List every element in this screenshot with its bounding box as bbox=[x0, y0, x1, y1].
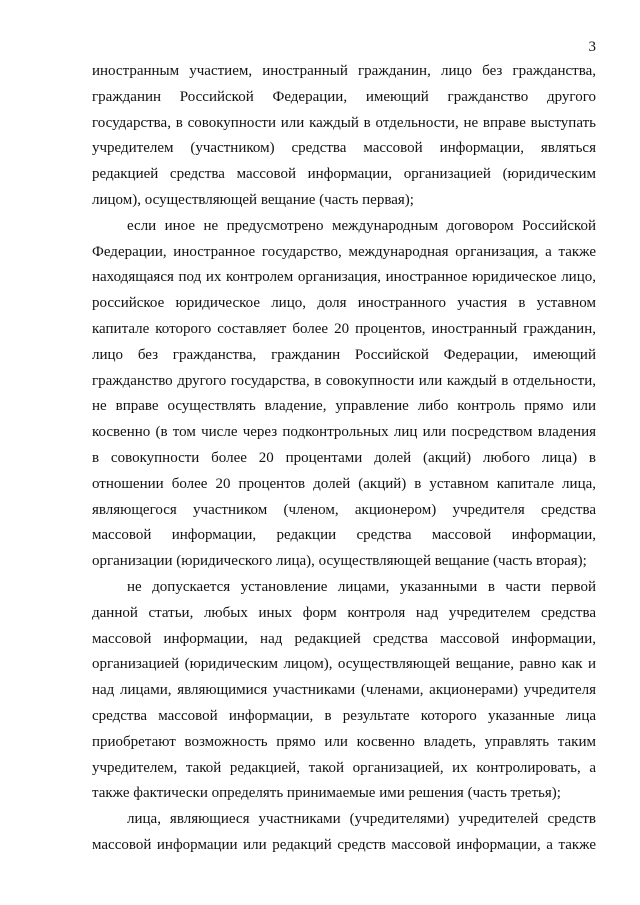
text-line: лицо без гражданства, гражданин Российской Федерации, имеющий bbox=[92, 346, 596, 363]
text-line: если иное не предусмотрено международным договором Российской bbox=[127, 217, 596, 234]
text-line: лица, являющиеся участниками (учредителями) учредителей средств bbox=[127, 811, 596, 828]
text-line: не вправе осуществлять владение, управление либо контроль прямо или bbox=[92, 398, 596, 415]
text-line: государства, в совокупности или каждый в отдельности, не вправе выступать bbox=[92, 114, 596, 131]
text-line: также фактически определять принимаемые ими решения (часть третья); bbox=[92, 785, 561, 802]
text-line: редакцией средства массовой информации, организацией (юридическим bbox=[92, 166, 596, 183]
text-line: отношении более 20 процентов долей (акций) в уставном капитале лица, bbox=[92, 475, 596, 492]
text-line: иностранным участием, иностранный гражданин, лицо без гражданства, bbox=[92, 63, 596, 79]
text-line: капитале которого составляет более 20 процентов, иностранный гражданин, bbox=[92, 320, 596, 337]
text-line: массовой информации, над редакцией средства массовой информации, bbox=[92, 630, 596, 647]
document-body bbox=[92, 59, 596, 859]
text-line: российское юридическое лицо, доля иностранного участия в уставном bbox=[92, 295, 596, 312]
paragraph bbox=[92, 575, 596, 807]
paragraph bbox=[92, 59, 596, 214]
text-line: находящаяся под их контролем организация, иностранное юридическое лицо, bbox=[92, 269, 596, 286]
text-line: Федерации, иностранное государство, международная организация, а также bbox=[92, 243, 596, 260]
paragraph bbox=[92, 214, 596, 575]
paragraph bbox=[92, 807, 596, 859]
text-line: организации (юридического лица), осуществляющей вещание (часть вторая); bbox=[92, 553, 587, 570]
text-line: массовой информации или редакций средств массовой информации, а также bbox=[92, 836, 596, 853]
text-line: массовой информации, редакции средства массовой информации, bbox=[92, 527, 596, 544]
text-line: не допускается установление лицами, указанными в части первой bbox=[127, 578, 596, 595]
text-line: в совокупности более 20 процентами долей (акций) любого лица) в bbox=[92, 449, 596, 466]
text-line: приобретают возможность прямо или косвенно владеть, управлять таким bbox=[92, 733, 596, 750]
text-line: лицом), осуществляющей вещание (часть первая); bbox=[92, 191, 414, 208]
text-line: гражданство другого государства, в совокупности или каждый в отдельности, bbox=[92, 372, 596, 389]
text-line: косвенно (в том числе через подконтрольных лиц или посредством владения bbox=[92, 424, 596, 441]
text-line: организацией (юридическим лицом), осуществляющей вещание, равно как и bbox=[92, 656, 596, 673]
text-line: являющегося участником (членом, акционером) учредителя средства bbox=[92, 501, 596, 518]
text-line: над лицами, являющимися участниками (членами, акционерами) учредителя bbox=[92, 682, 596, 699]
page-number: 3 bbox=[588, 39, 596, 55]
text-line: гражданин Российской Федерации, имеющий гражданство другого bbox=[92, 88, 596, 105]
text-line: данной статьи, любых иных форм контроля над учредителем средства bbox=[92, 604, 596, 621]
text-line: средства массовой информации, в результате которого указанные лица bbox=[92, 707, 596, 724]
text-line: учредителем (участником) средства массовой информации, являться bbox=[92, 140, 596, 157]
text-line: учредителем, такой редакцией, такой организацией, их контролировать, а bbox=[92, 759, 596, 776]
